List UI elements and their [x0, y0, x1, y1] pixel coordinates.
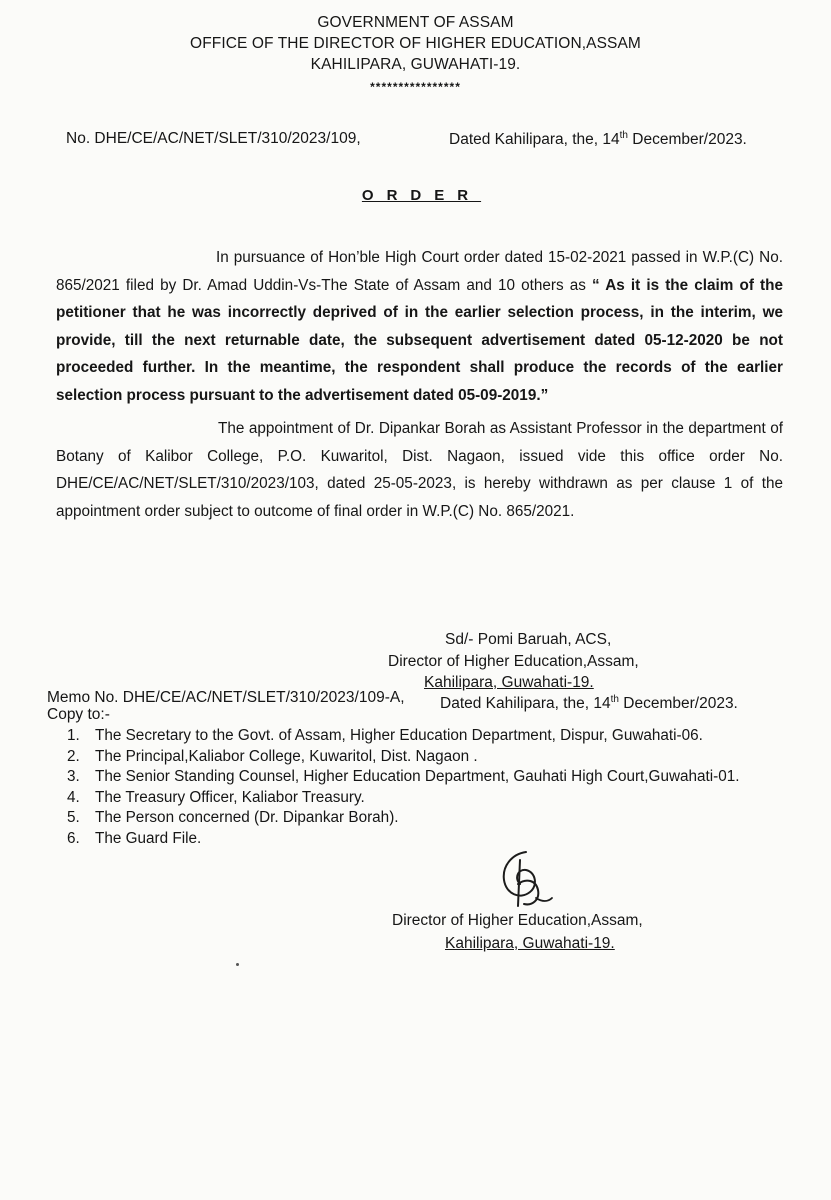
order-number: No. DHE/CE/AC/NET/SLET/310/2023/109,	[66, 130, 361, 147]
memo-date-suffix: December/2023.	[618, 695, 738, 713]
order-title: ORDER	[361, 187, 482, 204]
paragraph-1-text: In pursuance of Hon’ble High Court order dated 15-02-2021 passed in W.P.(C) No. 865/2021 filed by Dr. Amad Uddin-Vs-The State of Assam and 10 others as	[56, 249, 783, 294]
list-item: 4. The Treasury Officer, Kaliabor Treasury.	[67, 788, 365, 806]
footer-designation: Director of Higher Education,Assam,	[392, 912, 643, 929]
memo-date	[440, 694, 738, 713]
memo-date-prefix: Dated Kahilipara, the, 14	[440, 695, 611, 713]
signatory-address: Kahilipara, Guwahati-19.	[424, 674, 594, 691]
list-item: 5. The Person concerned (Dr. Dipankar Borah).	[67, 809, 399, 827]
list-item: 2. The Principal,Kaliabor College, Kuwaritol, Dist. Nagaon .	[67, 747, 478, 765]
list-item: 6. The Guard File.	[67, 829, 202, 847]
copy-to-label: Copy to:-	[47, 706, 110, 723]
header-government: GOVERNMENT OF ASSAM	[317, 14, 514, 31]
header-office: OFFICE OF THE DIRECTOR OF HIGHER EDUCATION,ASSAM	[190, 35, 641, 52]
order-date-sup: th	[619, 130, 628, 141]
scan-speck	[236, 963, 239, 966]
footer-address: Kahilipara, Guwahati-19.	[445, 935, 615, 952]
memo-number: Memo No. DHE/CE/AC/NET/SLET/310/2023/109-A,	[47, 689, 405, 706]
order-date-prefix: Dated Kahilipara, the, 14	[449, 131, 620, 149]
order-date-suffix: December/2023.	[627, 131, 747, 149]
paragraph-2: The appointment of Dr. Dipankar Borah as Assistant Professor in the department of Botany of Kalibor College, P.O. Kuwaritol, Dist. Nagaon, issued vide this office order No. DHE/CE/AC/NET/SLET/310/2023/103, dated 25-05-2023, is hereby withdrawn as per clause 1 of the appointment order subject to outcome of final order in W.P.(C) No. 865/2021.	[56, 420, 783, 520]
signatory-name: Sd/- Pomi Baruah, ACS,	[445, 631, 612, 648]
order-date	[449, 130, 747, 149]
memo-date-sup: th	[610, 694, 619, 705]
list-item: 3. The Senior Standing Counsel, Higher Education Department, Gauhati High Court,Guwahati-01.	[67, 768, 740, 786]
handwritten-signature	[496, 848, 556, 912]
order-body	[56, 244, 783, 525]
signatory-designation: Director of Higher Education,Assam,	[388, 653, 639, 670]
list-item: 1. The Secretary to the Govt. of Assam, Higher Education Department, Dispur, Guwahati-06.	[67, 727, 703, 744]
court-quote: “ As it is the claim of the petitioner that he was incorrectly deprived of in the earlier selection process, in the interim, we provide, till the next returnable date, the subsequent advertisement dated 05-12-2020 be not proceeded further. In the meantime, the respondent shall produce the records of the earlier selection process pursuant to the advertisement dated 05-09-2019.”	[56, 276, 783, 404]
header-stars: ****************	[370, 80, 461, 94]
copy-list	[67, 726, 740, 850]
paragraph-1	[56, 244, 783, 409]
header-address: KAHILIPARA, GUWAHATI-19.	[310, 56, 521, 73]
